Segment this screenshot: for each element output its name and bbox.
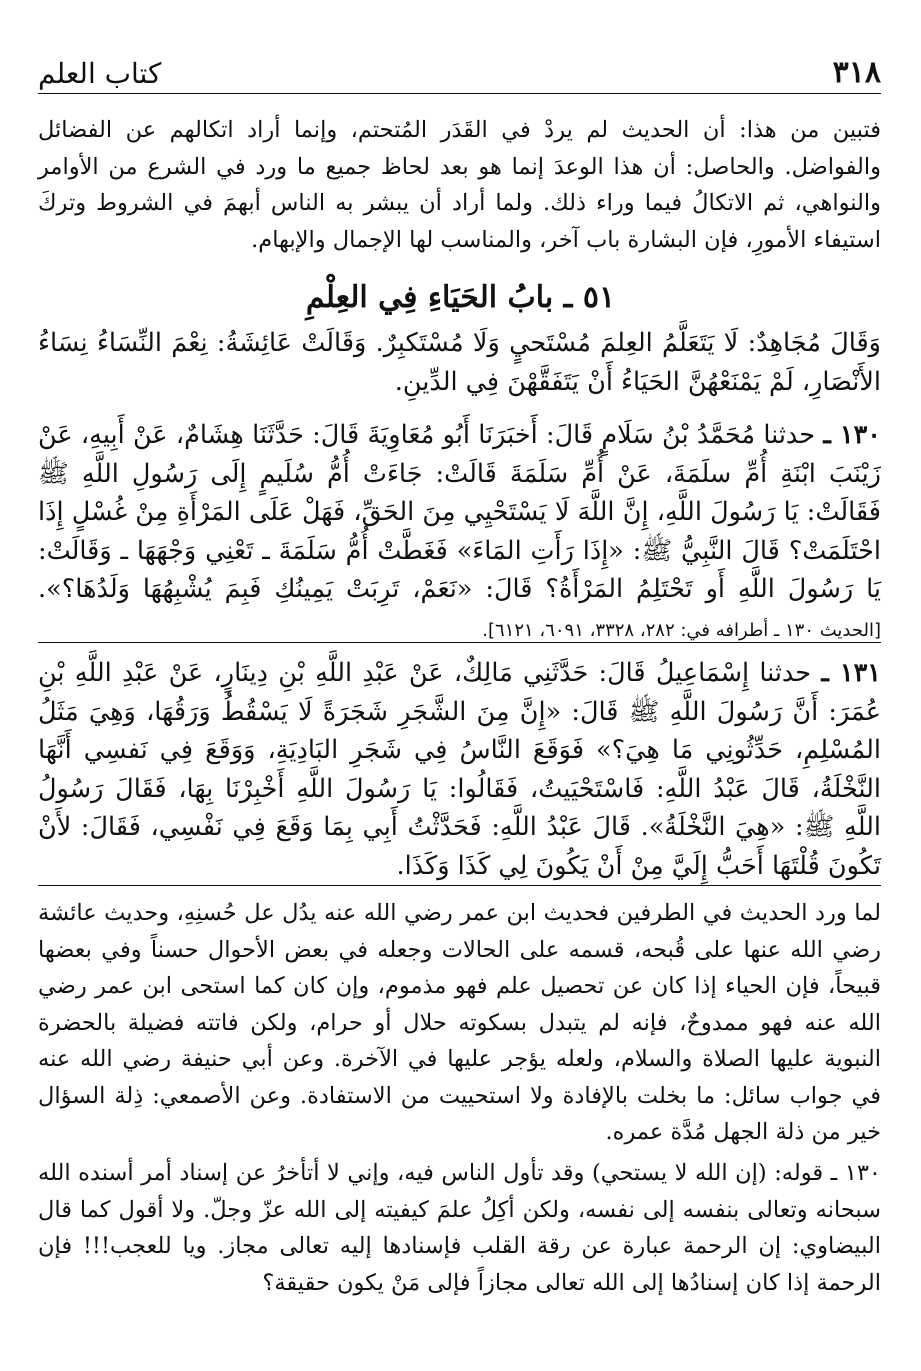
- hadith-130-text: حدثنا مُحَمَّدُ بْنُ سَلَامٍ قَالَ: أَخبَرَنَا أَبُو مُعَاوِيَةَ قَالَ: حَدَّثَنَا هِشَامٌ، عَنْ أَبِيهِ، عَنْ زَيْنَبَ ابْنَةِ أُمِّ سلَمَةَ، عَنْ أُمِّ سَلَمَةَ قَالَتْ: جَاءَتْ أُمُّ سُلَيمٍ إِلَى رَسُولِ اللَّهِ ﷺ فَقَالَتْ: يَا رَسُولَ اللَّهِ، إِنَّ اللَّهَ لَا يَسْتَحْيِي مِنَ الحَقِّ، فَهَلْ عَلَى المَرْأَةِ مِنْ غُسْلٍ إِذَا احْتَلَمَتْ؟ قَالَ النَّبِيُّ ﷺ: «إِذَا رَأَتِ المَاءَ» فَغَطَّتْ أُمُّ سَلَمَةَ ـ تَعْنِي وَجْهَهَا ـ وَقَالَتْ: يَا رَسُولَ اللَّهِ أَو تَحْتَلِمُ المَرْأَةُ؟ قَالَ: «نَعَمْ، تَرِبَتْ يَمِينُكِ فَبِمَ يُشْبِهُهَا وَلَدُهَا؟».: [38, 420, 881, 604]
- discussion-commentary: لما ورد الحديث في الطرفين فحديث ابن عمر رضي الله عنه يدُل عل حُسنِهِ، وحديث عائشة رضي الله عنها على قُبحه، قسمه على الحالات وجعله في بعض الأحوال حسناً وفي بعضها قبيحاً، فإن الحياء إذا كان عن تحصيل علم فهو مذموم، وإن كان كما استحى ابن عمر رضي الله عنه فهو ممدوحٌ، فإنه لم يتبدل بسكوته حلال أو حرام، ولكن فاتته فضيلة بالحضرة النبوية عليها الصلاة والسلام، ولعله يؤجر عليها في الآخرة. وعن أبي حنيفة رضي الله عنه في جواب سائل: ما بخلت بالإفادة ولا استحييت من الاستفادة. وعن الأصمعي: ذِلة السؤال خير من ذلة الجهل مُدَّة عمره.: [38, 900, 881, 1145]
- hadith-131-number: ١٣١ ـ: [821, 658, 881, 688]
- page-number: ٣١٨: [832, 55, 881, 90]
- section-divider: [38, 642, 881, 643]
- hadith-131: [38, 654, 881, 885]
- book-title: كتاب العلم: [38, 57, 162, 90]
- intro-commentary: فتبين من هذا: أن الحديث لم يردْ في القَدَر المُتحتم، وإنما أراد اتكالهم عن الفضائل والفواضل. والحاصل: أن هذا الوعدَ إنما هو بعد لحاظ جميع ما ورد في الشرع من الأوامر والنواهي، ثم الاتكالُ فيما وراء ذلك. ولما أراد أن يبشر به الناس أبهمَ في الشروط وتركَ استيفاء الأمورِ، فإن البشارة باب آخر، والمناسب لها الإجمال والإبهام.: [38, 117, 881, 253]
- header-rule: [38, 93, 881, 94]
- note-on-hadith-130: ١٣٠ ـ قوله: (إن الله لا يستحي) وقد تأول الناس فيه، وإني لا أتأخرُ عن إسناد أمر أسنده الله سبحانه وتعالى بنفسه إلى نفسه، ولكن أكِلُ علمَ كيفيته إلى الله عزّ وجلّ. ولا أقول كما قال البيضاوي: إن الرحمة عبارة عن رقة القلب فإسنادها إليه تعالى مجاز. ويا للعجب!!! فإن الرحمة إذا كان إسنادُها إلى الله تعالى مجازاً فإلى مَنْ يكون حقيقة؟: [38, 1160, 881, 1296]
- section-divider: [38, 885, 881, 886]
- hadith-130-number: ١٣٠ ـ: [823, 420, 881, 450]
- chapter-heading: ٥١ ـ بابُ الحَيَاءِ فِي العِلْمِ: [305, 280, 616, 315]
- hadith-131-text: حدثنا إِسْمَاعِيلُ قَالَ: حَدَّثَنِي مَالِكٌ، عَنْ عَبْدِ اللَّهِ بْنِ دِينَارٍ، عَنْ عَبْدِ اللَّهِ بْنِ عُمَرَ: أَنَّ رَسُولَ اللَّهِ ﷺ قَالَ: «إِنَّ مِنَ الشَّجَرِ شَجَرَةً لَا يَسْقُطُ وَرَقُهَا، وَهِيَ مَثَلُ المُسْلِمِ، حَدِّثُونِي مَا هِيَ؟» فَوَقَعَ النَّاسُ فِي شَجَرِ البَادِيَةِ، وَوَقَعَ فِي نَفسِي أَنَّهَا النَّخْلَةُ، قَالَ عَبْدُ اللَّهِ: فَاسْتَحْيَيتُ، فَقَالُوا: يَا رَسُولَ اللَّهِ أَخْبِرْنَا بِهَا، فَقَالَ رَسُولُ اللَّهِ ﷺ: «هِيَ النَّخْلَةُ». قَالَ عَبْدُ اللَّهِ: فَحَدَّثْتُ أَبِي بِمَا وَقَعَ فِي نَفْسِي، فَقَالَ: لأَنْ تَكُونَ قُلْتَهَا أَحَبُّ إِلَيَّ مِنْ أَنْ يَكُونَ لِي كَذَا وَكَذَا.: [38, 658, 881, 881]
- running-header: [38, 48, 881, 88]
- chapter-epigraph: وَقَالَ مُجَاهِدٌ: لَا يَتَعَلَّمُ العِلمَ مُسْتَحيٍ وَلَا مُسْتَكبِرٌ. وَقَالَتْ عَائِشَةُ: نِعْمَ النِّسَاءُ نِسَاءُ الأَنْصَارِ، لَمْ يَمْنَعْهُنَّ الحَيَاءُ أَنْ يَتَفَقَّهْنَ فِي الدِّينِ.: [38, 328, 881, 397]
- hadith-130: [38, 416, 881, 650]
- hadith-130-cross-reference: [الحديث ١٣٠ ـ أطرافه في: ٢٨٢، ٣٣٢٨، ٦٠٩١، ٦١٢١].: [482, 619, 881, 641]
